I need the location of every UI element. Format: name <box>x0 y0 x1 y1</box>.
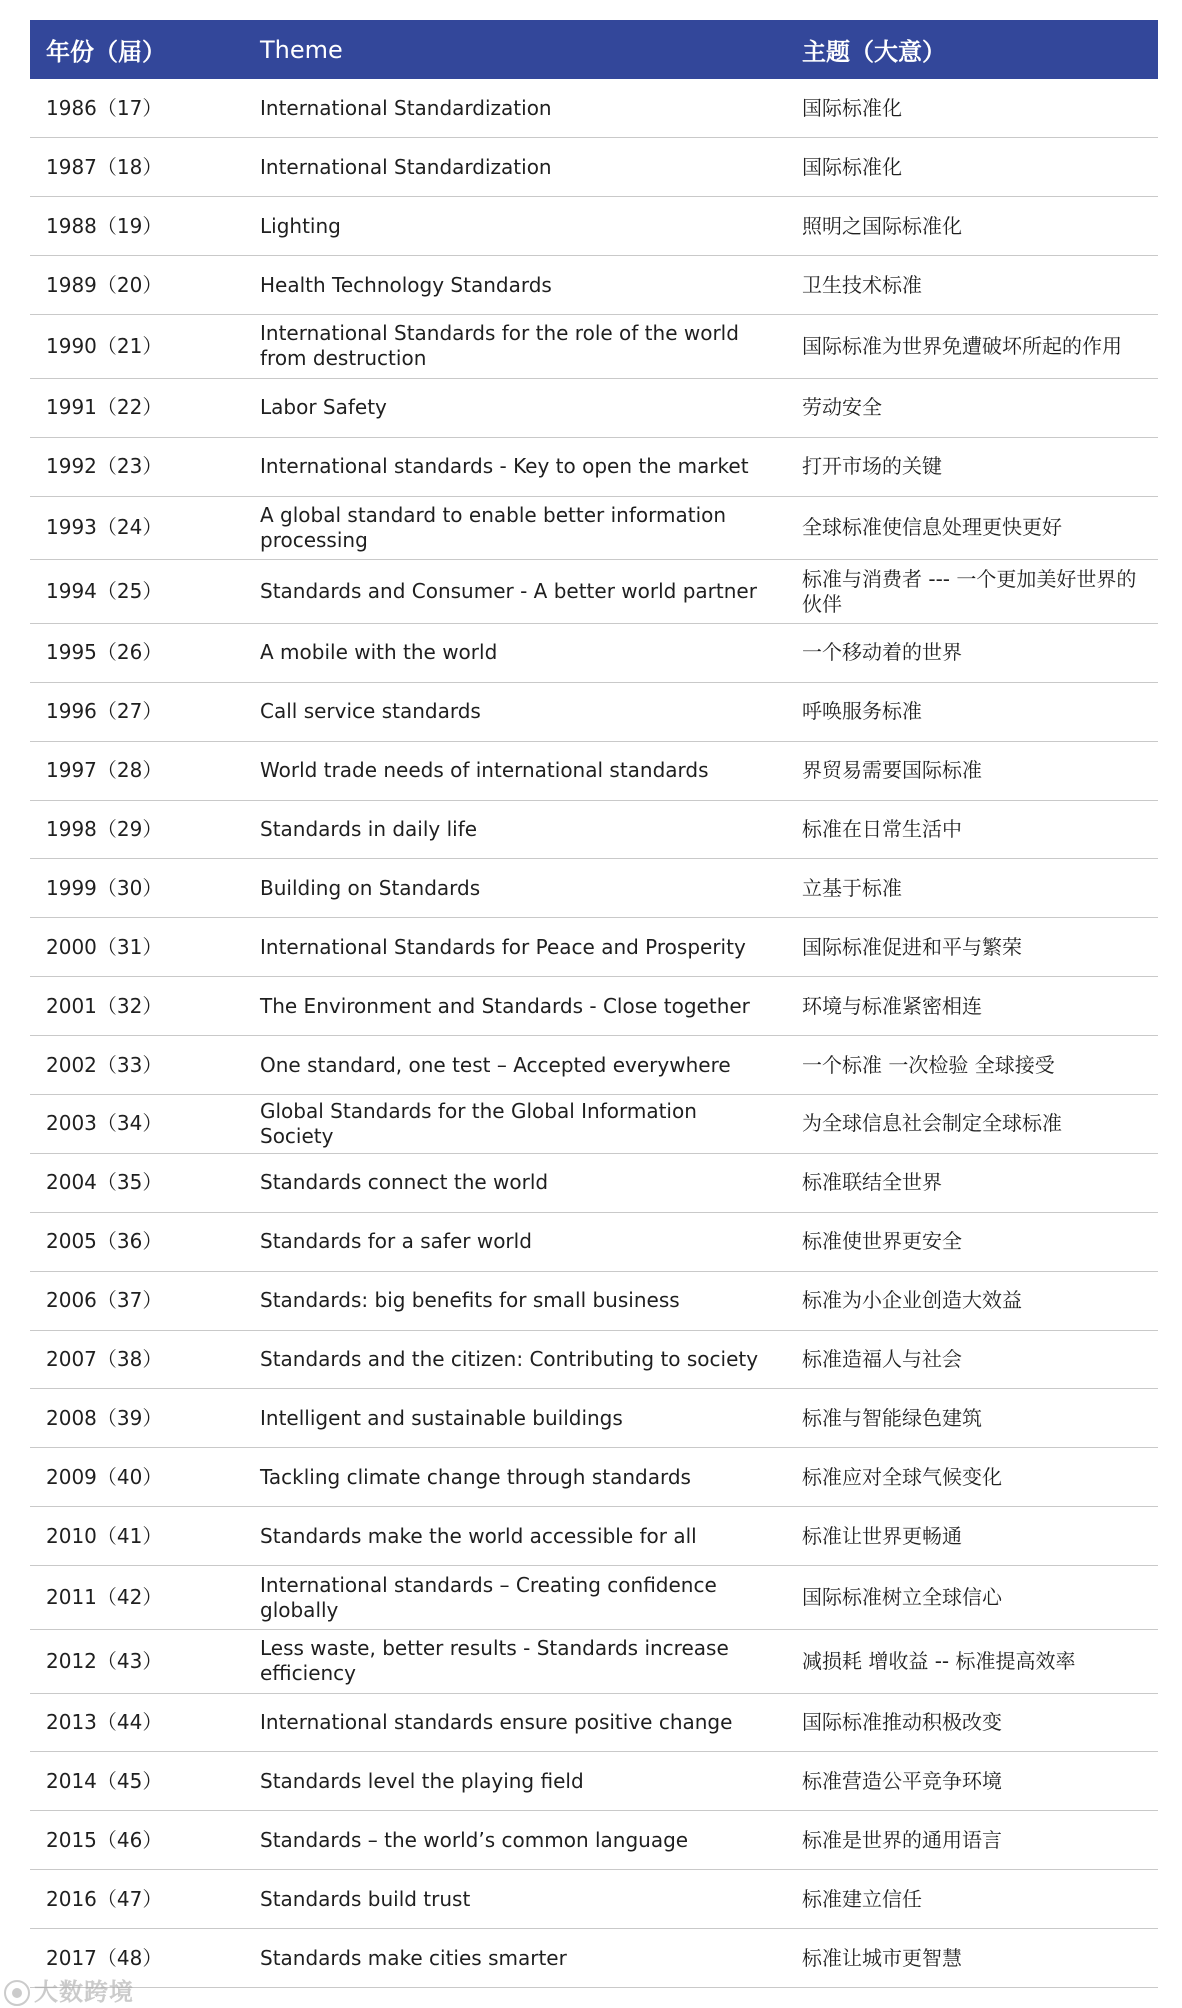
table-row <box>30 138 1158 197</box>
cell-theme: International standards ensure positive change <box>244 1693 786 1752</box>
table-row <box>30 256 1158 315</box>
cell-year: 2016（47） <box>30 1870 244 1929</box>
cell-year: 1988（19） <box>30 197 244 256</box>
cell-theme: Health Technology Standards <box>244 256 786 315</box>
cell-year: 1993（24） <box>30 496 244 560</box>
cell-theme: Standards connect the world <box>244 1153 786 1212</box>
cell-year: 1998（29） <box>30 800 244 859</box>
table-row <box>30 859 1158 918</box>
cell-theme: Intelligent and sustainable buildings <box>244 1389 786 1448</box>
brand-logo-icon <box>4 1980 30 2006</box>
table-row <box>30 560 1158 624</box>
cell-year: 2008（39） <box>30 1389 244 1448</box>
cell-theme-cn: 标准让城市更智慧 <box>786 1929 1158 1988</box>
table-row <box>30 1566 1158 1630</box>
table-row <box>30 977 1158 1036</box>
cell-year: 2010（41） <box>30 1507 244 1566</box>
table-row <box>30 1271 1158 1330</box>
cell-year: 2012（43） <box>30 1629 244 1693</box>
cell-theme-cn: 标准与消费者 --- 一个更加美好世界的伙伴 <box>786 560 1158 624</box>
cell-theme-cn: 为全球信息社会制定全球标准 <box>786 1095 1158 1154</box>
cell-theme: Standards in daily life <box>244 800 786 859</box>
header-row <box>30 20 1158 79</box>
cell-theme: World trade needs of international standards <box>244 741 786 800</box>
table-row <box>30 1212 1158 1271</box>
cell-year: 1987（18） <box>30 138 244 197</box>
table-row <box>30 800 1158 859</box>
cell-year: 2011（42） <box>30 1566 244 1630</box>
cell-year: 1992（23） <box>30 437 244 496</box>
cell-theme-cn: 劳动安全 <box>786 378 1158 437</box>
cell-theme-cn: 标准在日常生活中 <box>786 800 1158 859</box>
cell-year: 2009（40） <box>30 1448 244 1507</box>
cell-year: 2017（48） <box>30 1929 244 1988</box>
cell-theme: Standards – the world’s common language <box>244 1811 786 1870</box>
table-row <box>30 1507 1158 1566</box>
table-row <box>30 1693 1158 1752</box>
cell-theme: Less waste, better results - Standards increase efficiency <box>244 1629 786 1693</box>
cell-theme-cn: 标准建立信任 <box>786 1870 1158 1929</box>
cell-theme: Standards make the world accessible for all <box>244 1507 786 1566</box>
cell-year: 2005（36） <box>30 1212 244 1271</box>
cell-theme: One standard, one test – Accepted everywhere <box>244 1036 786 1095</box>
table-header <box>30 20 1158 79</box>
cell-theme: Labor Safety <box>244 378 786 437</box>
cell-theme-cn: 立基于标准 <box>786 859 1158 918</box>
cell-year: 2006（37） <box>30 1271 244 1330</box>
cell-theme-cn: 一个移动着的世界 <box>786 623 1158 682</box>
table-row <box>30 1448 1158 1507</box>
cell-year: 2001（32） <box>30 977 244 1036</box>
table-row <box>30 741 1158 800</box>
cell-year: 1997（28） <box>30 741 244 800</box>
table-row <box>30 79 1158 138</box>
cell-theme: International Standardization <box>244 138 786 197</box>
table-row <box>30 197 1158 256</box>
table-row <box>30 378 1158 437</box>
cell-theme: The Environment and Standards - Close together <box>244 977 786 1036</box>
cell-theme-cn: 标准应对全球气候变化 <box>786 1448 1158 1507</box>
cell-year: 2004（35） <box>30 1153 244 1212</box>
cell-year: 2000（31） <box>30 918 244 977</box>
table-row <box>30 1036 1158 1095</box>
cell-theme-cn: 标准让世界更畅通 <box>786 1507 1158 1566</box>
cell-theme: Standards: big benefits for small business <box>244 1271 786 1330</box>
cell-theme-cn: 国际标准为世界免遭破坏所起的作用 <box>786 315 1158 379</box>
cell-year: 2014（45） <box>30 1752 244 1811</box>
header-theme: Theme <box>244 20 786 79</box>
cell-theme-cn: 全球标准使信息处理更快更好 <box>786 496 1158 560</box>
cell-year: 2013（44） <box>30 1693 244 1752</box>
cell-theme-cn: 标准与智能绿色建筑 <box>786 1389 1158 1448</box>
cell-theme-cn: 呼唤服务标准 <box>786 682 1158 741</box>
cell-theme: A mobile with the world <box>244 623 786 682</box>
cell-theme: Global Standards for the Global Information Society <box>244 1095 786 1154</box>
themes-table-container <box>30 20 1158 1988</box>
table-row <box>30 1811 1158 1870</box>
cell-year: 1986（17） <box>30 79 244 138</box>
cell-year: 1995（26） <box>30 623 244 682</box>
table-row <box>30 918 1158 977</box>
cell-theme: International standards – Creating confidence globally <box>244 1566 786 1630</box>
cell-year: 2007（38） <box>30 1330 244 1389</box>
cell-theme: International Standards for the role of the world from destruction <box>244 315 786 379</box>
cell-theme: Building on Standards <box>244 859 786 918</box>
cell-theme: Standards make cities smarter <box>244 1929 786 1988</box>
table-row <box>30 682 1158 741</box>
cell-theme-cn: 卫生技术标准 <box>786 256 1158 315</box>
cell-theme-cn: 标准为小企业创造大效益 <box>786 1271 1158 1330</box>
cell-theme: International Standards for Peace and Prosperity <box>244 918 786 977</box>
cell-theme: Standards for a safer world <box>244 1212 786 1271</box>
cell-year: 1989（20） <box>30 256 244 315</box>
table-row <box>30 1330 1158 1389</box>
cell-year: 1990（21） <box>30 315 244 379</box>
cell-year: 2003（34） <box>30 1095 244 1154</box>
cell-theme-cn: 国际标准化 <box>786 79 1158 138</box>
table-row <box>30 623 1158 682</box>
table-row <box>30 1095 1158 1154</box>
cell-theme: Lighting <box>244 197 786 256</box>
table-row <box>30 496 1158 560</box>
table-row <box>30 1389 1158 1448</box>
cell-theme-cn: 标准联结全世界 <box>786 1153 1158 1212</box>
cell-theme: Standards and Consumer - A better world partner <box>244 560 786 624</box>
cell-theme: Call service standards <box>244 682 786 741</box>
table-body <box>30 79 1158 1987</box>
table-row <box>30 315 1158 379</box>
cell-year: 2015（46） <box>30 1811 244 1870</box>
table-row <box>30 1629 1158 1693</box>
cell-theme: Standards build trust <box>244 1870 786 1929</box>
table-row <box>30 1929 1158 1988</box>
cell-year: 1999（30） <box>30 859 244 918</box>
cell-theme-cn: 界贸易需要国际标准 <box>786 741 1158 800</box>
cell-theme-cn: 国际标准化 <box>786 138 1158 197</box>
cell-theme-cn: 减损耗 增收益 -- 标准提高效率 <box>786 1629 1158 1693</box>
world-standards-day-themes-table <box>30 20 1158 1988</box>
cell-theme: Standards level the playing field <box>244 1752 786 1811</box>
cell-theme-cn: 照明之国际标准化 <box>786 197 1158 256</box>
table-row <box>30 437 1158 496</box>
cell-year: 1994（25） <box>30 560 244 624</box>
header-year: 年份（届） <box>30 20 244 79</box>
cell-theme-cn: 打开市场的关键 <box>786 437 1158 496</box>
watermark-text: 大数跨境 <box>34 1978 134 2006</box>
cell-theme: International Standardization <box>244 79 786 138</box>
cell-year: 1991（22） <box>30 378 244 437</box>
cell-year: 2002（33） <box>30 1036 244 1095</box>
cell-theme: Tackling climate change through standards <box>244 1448 786 1507</box>
cell-theme-cn: 国际标准推动积极改变 <box>786 1693 1158 1752</box>
cell-theme-cn: 环境与标准紧密相连 <box>786 977 1158 1036</box>
table-row <box>30 1870 1158 1929</box>
cell-theme-cn: 一个标准 一次检验 全球接受 <box>786 1036 1158 1095</box>
cell-year: 1996（27） <box>30 682 244 741</box>
table-row <box>30 1153 1158 1212</box>
cell-theme-cn: 标准造福人与社会 <box>786 1330 1158 1389</box>
cell-theme-cn: 标准使世界更安全 <box>786 1212 1158 1271</box>
table-row <box>30 1752 1158 1811</box>
cell-theme-cn: 国际标准促进和平与繁荣 <box>786 918 1158 977</box>
header-theme-cn: 主题（大意） <box>786 20 1158 79</box>
watermark <box>4 1972 134 2007</box>
cell-theme: A global standard to enable better information processing <box>244 496 786 560</box>
cell-theme-cn: 国际标准树立全球信心 <box>786 1566 1158 1630</box>
cell-theme-cn: 标准营造公平竞争环境 <box>786 1752 1158 1811</box>
cell-theme: International standards - Key to open the market <box>244 437 786 496</box>
cell-theme: Standards and the citizen: Contributing to society <box>244 1330 786 1389</box>
cell-theme-cn: 标准是世界的通用语言 <box>786 1811 1158 1870</box>
